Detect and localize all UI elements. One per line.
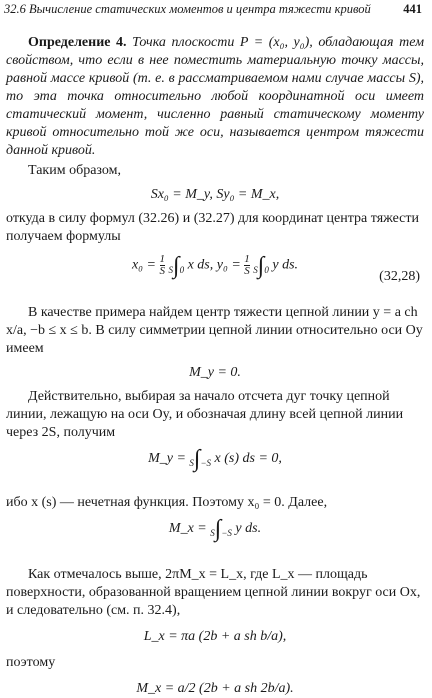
int-lower-2: 0 [264,264,269,275]
equation-my-zero: M_y = 0. [189,365,241,380]
noted-text: Как отмечалось выше, 2πM_x = L_x, где L_x — площадь поверхности, образованной вращением цепной линии вокруг оси Ox, и следовательно (см. п. 32.4), [6,567,421,618]
int-lower-3: −S [200,458,212,468]
definition-label: Определение 4. [28,35,127,50]
int-upper: S [168,264,173,275]
int-lower: 0 [179,264,185,275]
page-body [6,34,424,698]
eq-mx-right: y ds. [235,521,262,537]
eq-center-right: y ds. [272,257,299,273]
fraction-1-over-s [160,254,166,277]
thus-text: Таким образом, [28,163,121,178]
eq-mx-left: M_x = [168,521,207,537]
odd-function-text: ибо x (s) — нечетная функция. Поэтому x₀ = 0. Далее, [6,495,328,510]
equation-number: (32,28) [379,269,420,284]
equation-moments: Sx₀ = M_y, Sy₀ = M_x, [150,187,280,202]
equation-lx: L_x = πa (2b + a sh b/a), [143,629,287,644]
integral-0-to-s-2: S∫0 [253,252,269,279]
int-upper-2: S [253,264,258,275]
page-number: 441 [403,2,422,16]
integral-neg-s-to-s: S∫−S [189,446,212,472]
fraction-1-over-s-2 [244,254,250,277]
frac-num-2: 1 [244,253,250,265]
whence-text: откуда в силу формул (32.26) и (32.27) для координат центра тяжести получаем формулы [6,211,420,244]
eq-my-int-left: M_y = [148,451,186,467]
eq-center-mid: x ds, y₀ = [187,257,241,273]
eq-center-left: x₀ = [131,257,156,273]
frac-num: 1 [159,253,165,265]
int-upper-4: S [210,528,215,538]
definition-paragraph [6,34,424,160]
therefore-text: поэтому [6,655,56,670]
page-header [4,2,422,22]
frac-den-2: S [244,265,250,277]
integral-0-to-s: S∫0 [168,252,185,279]
eq-my-int-right: x (s) ds = 0, [214,451,282,467]
example-text: В качестве примера найдем центр тяжести цепной линии y = a ch x/a, −b ≤ x ≤ b. В силу симметрии цепной линии относительно оси Oy имеем [6,305,423,356]
frac-den: S [159,265,165,277]
definition-text: Точка плоскости P = (x₀, y₀), обладающая тем свойством, что если в нее поместить материальную точку массы, равной массе кривой (т. е. в рассматриваемом нами случае массы S), то эта точка относительно любой координатной оси имеет статический момент, численно равный статическому моменту кривой относительно той же оси, называется центром тяжести данной кривой. [6,35,425,158]
integral-neg-s-to-s-2: S∫−S [210,516,232,542]
equation-mx-integral [6,518,424,562]
equation-mx-final: M_x = a/2 (2b + a sh 2b/a). [136,681,294,696]
indeed-text: Действительно, выбирая за начало отсчета дуг точку цепной линии, лежащую на оси Oy, и обозначая длину всей цепной линии через 2S, получим [6,389,404,440]
equation-center [6,254,424,300]
int-upper-3: S [189,458,194,468]
int-lower-4: −S [221,528,232,538]
header-title: 32.6 Вычисление статических моментов и центра тяжести кривой [4,2,371,16]
equation-my-integral [6,448,424,492]
